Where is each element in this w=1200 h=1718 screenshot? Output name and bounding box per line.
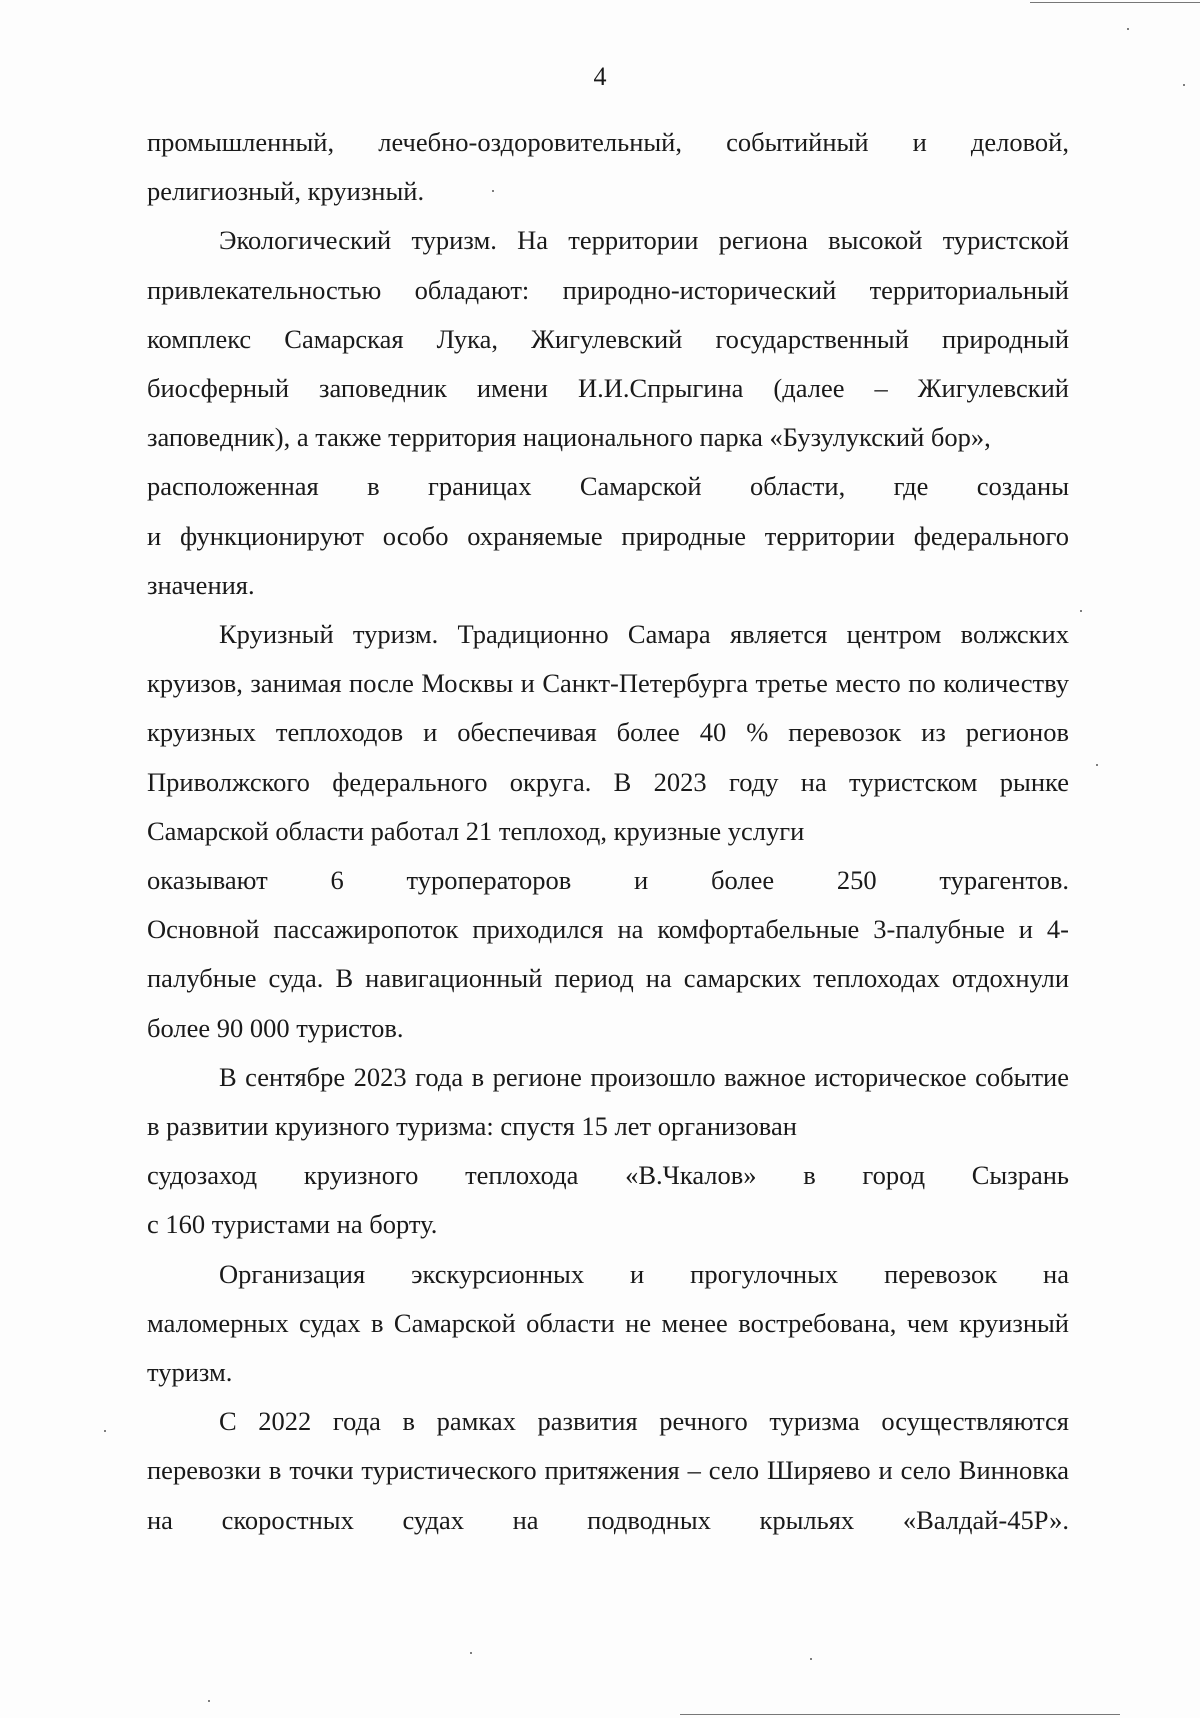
paragraph-line: оказывают 6 туроператоров и более 250 турагентов. [147, 865, 1069, 896]
paragraph-small-vessels [147, 1250, 1069, 1398]
scan-speck [470, 1652, 472, 1654]
paragraph-line: промышленный, лечебно-оздоровительный, событийный и деловой, [147, 127, 1069, 157]
paragraph-text: Круизный туризм. Традиционно Самара является центром волжских круизов, занимая после Москвы и Санкт-Петербурга третье место по количеству круизных теплоходов и обеспечивая более 40 % перевозок из регионов Приволжского федерального округа. В 2023 году на туристском рынке Самарской области работал 21 теплоход, круизные услуги [147, 619, 1069, 846]
scan-speck [208, 1700, 210, 1702]
paragraph-text: С 2022 года в рамках развития речного туризма осуществляются перевозки в точки туристического притяжения – село Ширяево и село Винновка на скоростных судах на подводных крыльях «Валдай-45Р». [147, 1406, 1069, 1535]
paragraph-text: Основной пассажиропоток приходился на комфортабельные 3-палубные и 4-палубные суда. В навигационный период на самарских теплоходах отдохнули более 90 000 туристов. [147, 914, 1069, 1043]
scan-speck [104, 1430, 106, 1432]
paragraph-text: маломерных судах в Самарской области не менее востребована, чем круизный туризм. [147, 1307, 1069, 1388]
scan-speck [1127, 28, 1129, 30]
paragraph-river-tourism [147, 1397, 1069, 1545]
paragraph-line: Организация экскурсионных и прогулочных перевозок на [219, 1258, 1069, 1289]
scan-speck [810, 1658, 812, 1660]
paragraph-line: судозаход круизного теплохода «В.Чкалов» в город Сызрань [147, 1160, 1069, 1191]
paragraph-ecological-tourism [147, 216, 1069, 610]
paragraph-tourism-types-continued [147, 118, 1069, 216]
scan-speck [1096, 764, 1098, 766]
scan-edge-line-top [1030, 2, 1200, 3]
paragraph-line: расположенная в границах Самарской области, где созданы [147, 471, 1069, 502]
paragraph-text: Экологический туризм. На территории региона высокой туристской привлекательностью обладают: природно-исторический территориальный комплекс Самарская Лука, Жигулевский государственный природный биосферный заповедник имени И.И.Спрыгина (далее – Жигулевский заповедник), а также территория национального парка «Бузулукский бор», [147, 225, 1069, 453]
page-number: 4 [593, 62, 607, 91]
paragraph-text: религиозный, круизный. [147, 176, 425, 207]
paragraph-cruise-tourism [147, 610, 1069, 1053]
paragraph-text: с 160 туристами на борту. [147, 1209, 438, 1240]
body-text [147, 118, 1069, 1545]
paragraph-syzran-call [147, 1053, 1069, 1250]
scan-edge-line-bottom [680, 1714, 1120, 1715]
scan-speck [1080, 610, 1082, 612]
paragraph-text: и функционируют особо охраняемые природные территории федерального значения. [147, 520, 1069, 600]
paragraph-text: В сентябре 2023 года в регионе произошло важное историческое событие в развитии круизного туризма: спустя 15 лет организован [147, 1061, 1069, 1142]
